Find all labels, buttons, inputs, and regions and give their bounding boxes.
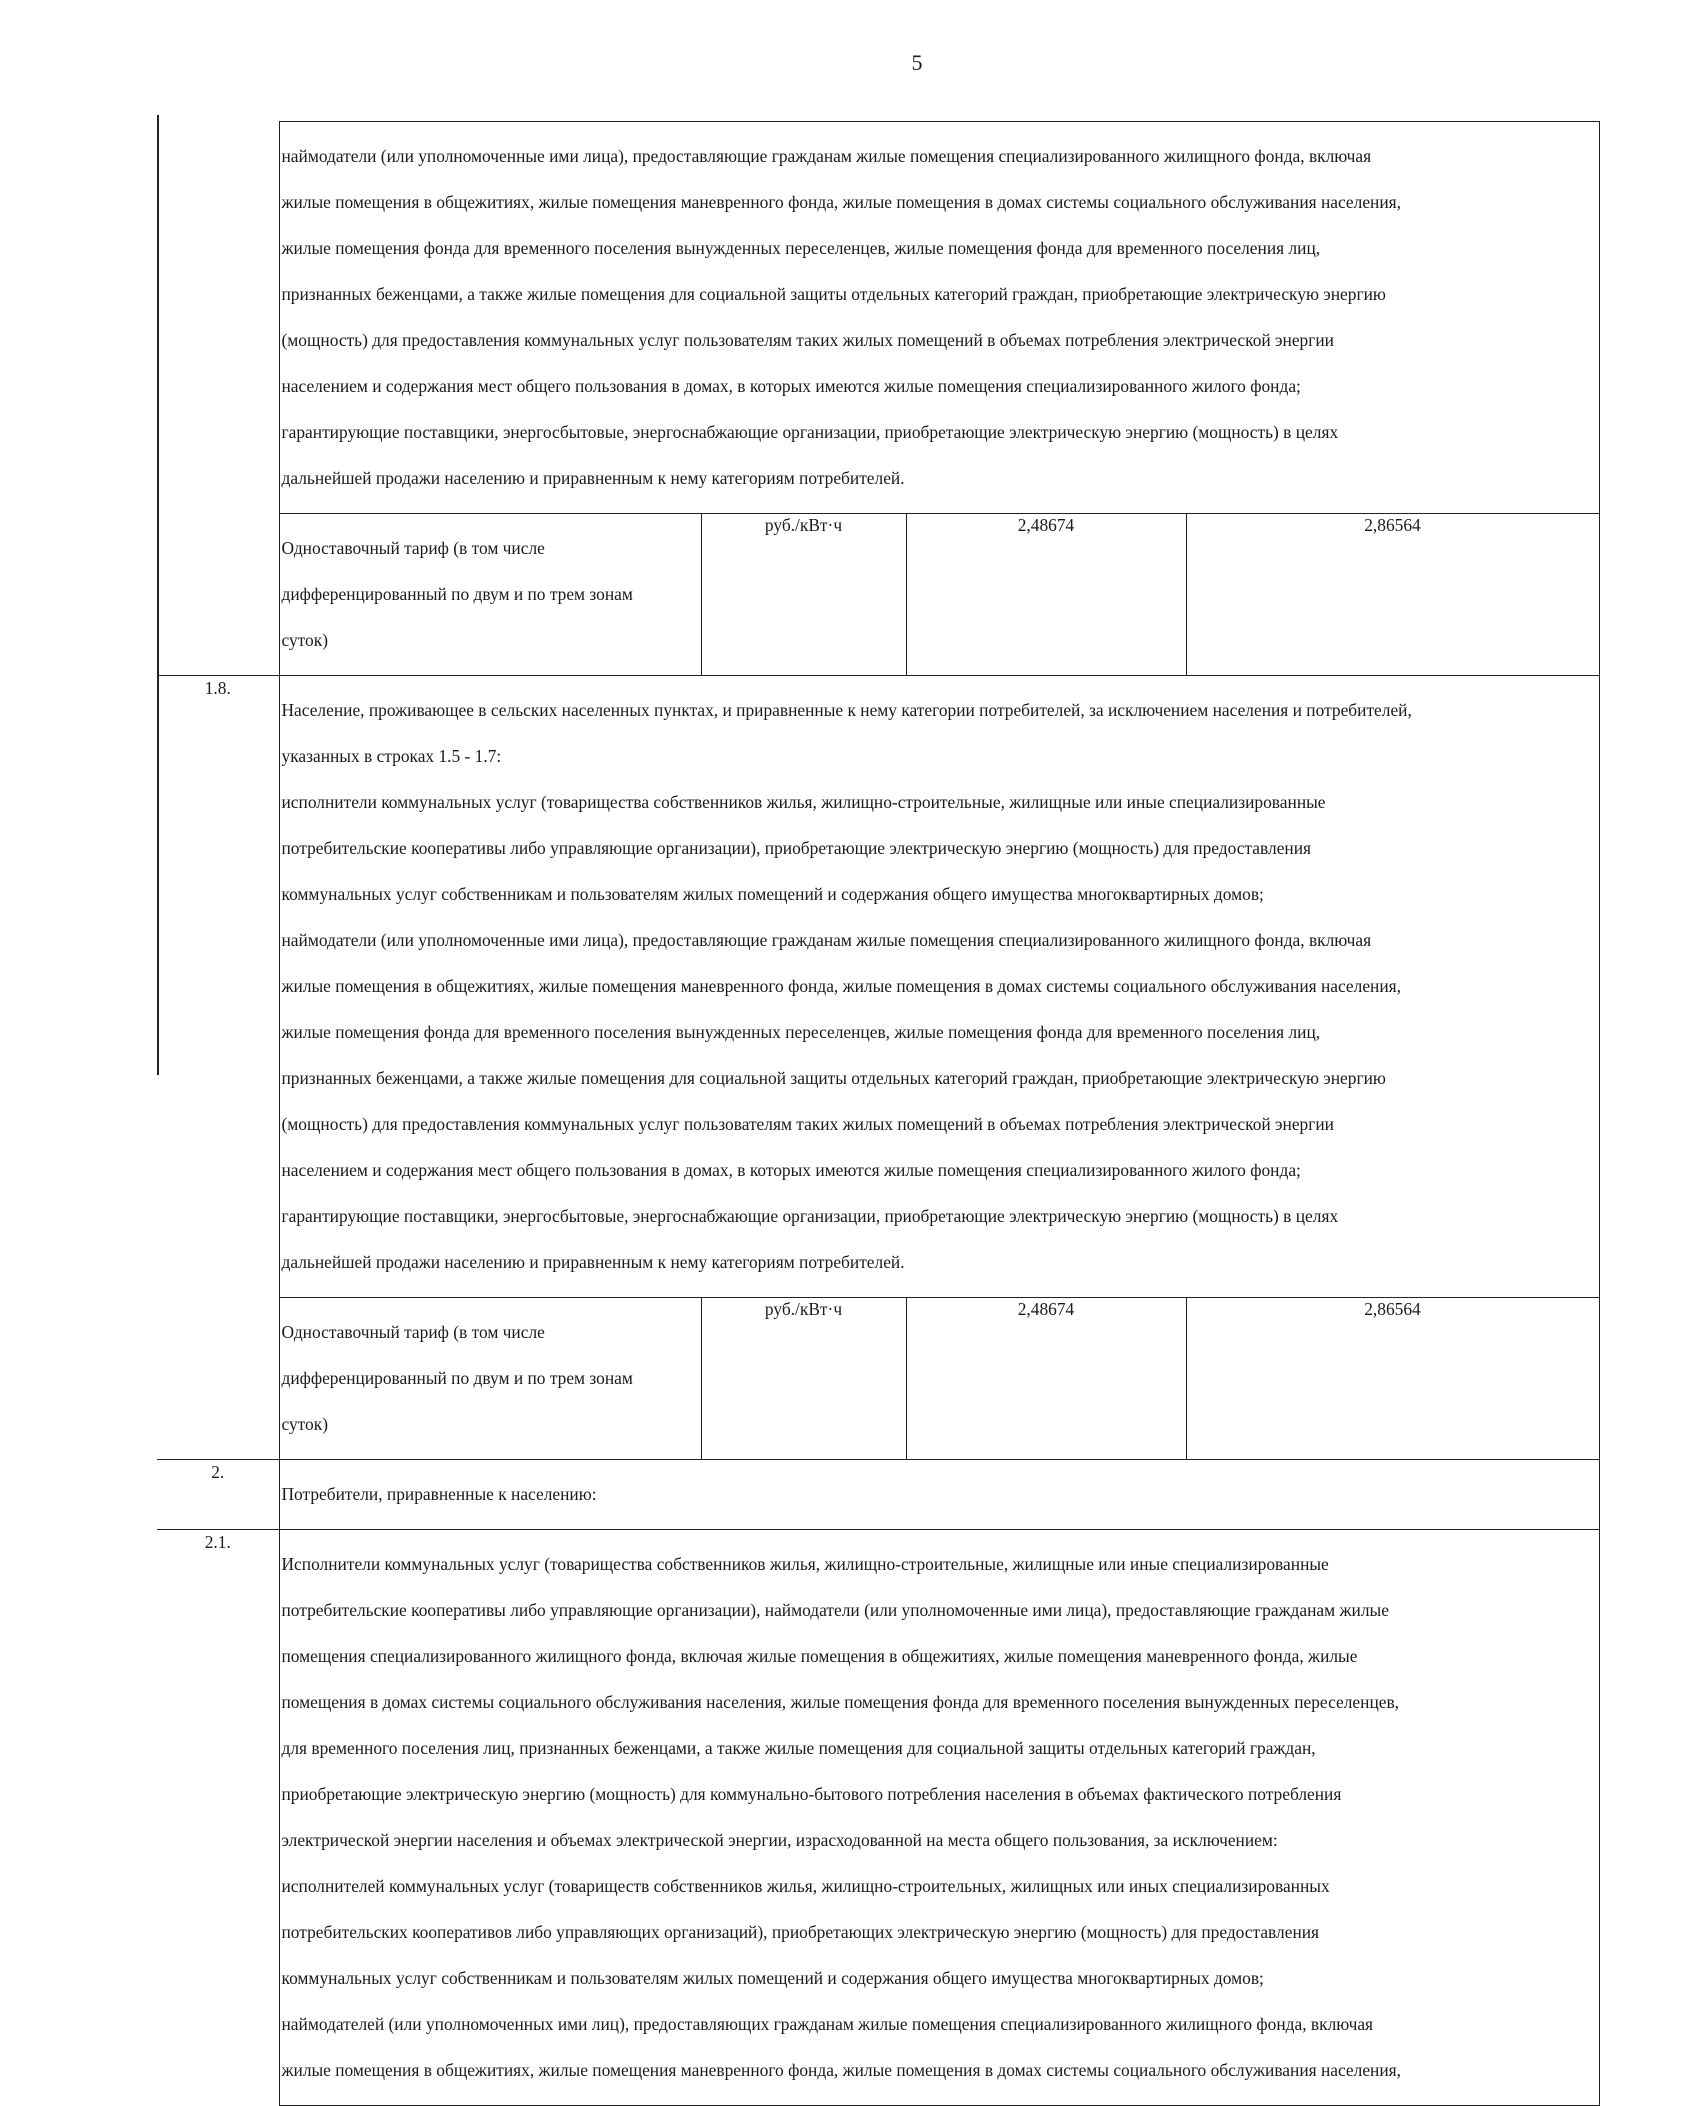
tariff-description: Одноставочный тариф (в том числе дифференцированный по двум и по трем зонам суток)	[279, 514, 701, 676]
row-description: наймодатели (или уполномоченные ими лица), предоставляющие гражданам жилые помещения специализированного жилищного фонда, включая жилые помещения в общежитиях, жилые помещения маневренного фонда, жилые помещения в домах системы социального обслуживания населения, жилые помещения фонда для временного поселения вынужденных переселенцев, жилые помещения фонда для временного поселения лиц, признанных беженцами, а также жилые помещения для социальной защиты отдельных категорий граждан, приобретающие электрическую энергию (мощность) для предоставления коммунальных услуг пользователям таких жилых помещений в объемах потребления электрической энергии населением и содержания мест общего пользования в домах, в которых имеются жилые помещения специализированного жилого фонда; гарантирующие поставщики, энергосбытовые, энергоснабжающие организации, приобретающие электрическую энергию (мощность) в целях дальнейшей продажи населению и приравненным к нему категориям потребителей.	[279, 122, 1599, 514]
tariff-table	[157, 121, 1600, 2106]
tariff-description: Одноставочный тариф (в том числе дифференцированный по двум и по трем зонам суток)	[279, 1298, 701, 1460]
row-number: 2.1.	[157, 1530, 279, 2106]
row-number	[157, 122, 279, 676]
page-number: 5	[911, 50, 923, 75]
row-number: 2.	[157, 1460, 279, 1530]
row-description: Потребители, приравненные к населению:	[279, 1460, 1599, 1530]
row-description: Население, проживающее в сельских населенных пунктах, и приравненные к нему категории потребителей, за исключением населения и потребителей, указанных в строках 1.5 - 1.7: исполнители коммунальных услуг (товарищества собственников жилья, жилищно-строительные, жилищные или иные специализированные потребительские кооперативы либо управляющие организации), приобретающие электрическую энергию (мощность) для предоставления коммунальных услуг собственникам и пользователям жилых помещений и содержания общего имущества многоквартирных домов; наймодатели (или уполномоченные ими лица), предоставляющие гражданам жилые помещения специализированного жилищного фонда, включая жилые помещения в общежитиях, жилые помещения маневренного фонда, жилые помещения в домах системы социального обслуживания населения, жилые помещения фонда для временного поселения вынужденных переселенцев, жилые помещения фонда для временного поселения лиц, признанных беженцами, а также жилые помещения для социальной защиты отдельных категорий граждан, приобретающие электрическую энергию (мощность) для предоставления коммунальных услуг пользователям таких жилых помещений в объемах потребления электрической энергии населением и содержания мест общего пользования в домах, в которых имеются жилые помещения специализированного жилого фонда; гарантирующие поставщики, энергосбытовые, энергоснабжающие организации, приобретающие электрическую энергию (мощность) в целях дальнейшей продажи населению и приравненным к нему категориям потребителей.	[279, 676, 1599, 1298]
tariff-row	[157, 1298, 1599, 1460]
tariff-row	[157, 514, 1599, 676]
table-row	[157, 122, 1599, 514]
tariff-unit: руб./кВт·ч	[701, 514, 906, 676]
tariff-value-second-half: 2,86564	[1186, 514, 1599, 676]
row-number: 1.8.	[157, 676, 279, 1460]
table-row	[157, 676, 1599, 1298]
table-row	[157, 1530, 1599, 2106]
tariff-value-first-half: 2,48674	[906, 1298, 1186, 1460]
row-description: Исполнители коммунальных услуг (товарищества собственников жилья, жилищно-строительные, жилищные или иные специализированные потребительские кооперативы либо управляющие организации), наймодатели (или уполномоченные ими лица), предоставляющие гражданам жилые помещения специализированного жилищного фонда, включая жилые помещения в общежитиях, жилые помещения маневренного фонда, жилые помещения в домах системы социального обслуживания населения, жилые помещения фонда для временного поселения вынужденных переселенцев, для временного поселения лиц, признанных беженцами, а также жилые помещения для социальной защиты отдельных категорий граждан, приобретающие электрическую энергию (мощность) для коммунально-бытового потребления населения в объемах фактического потребления электрической энергии населения и объемах электрической энергии, израсходованной на места общего пользования, за исключением: исполнителей коммунальных услуг (товариществ собственников жилья, жилищно-строительных, жилищных или иных специализированных потребительских кооперативов либо управляющих организаций), приобретающих электрическую энергию (мощность) для предоставления коммунальных услуг собственникам и пользователям жилых помещений и содержания общего имущества многоквартирных домов; наймодателей (или уполномоченных ими лиц), предоставляющих гражданам жилые помещения специализированного жилищного фонда, включая жилые помещения в общежитиях, жилые помещения маневренного фонда, жилые помещения в домах системы социального обслуживания населения,	[279, 1530, 1599, 2106]
tariff-value-first-half: 2,48674	[906, 514, 1186, 676]
tariff-unit: руб./кВт·ч	[701, 1298, 906, 1460]
table-row	[157, 1460, 1599, 1530]
tariff-value-second-half: 2,86564	[1186, 1298, 1599, 1460]
